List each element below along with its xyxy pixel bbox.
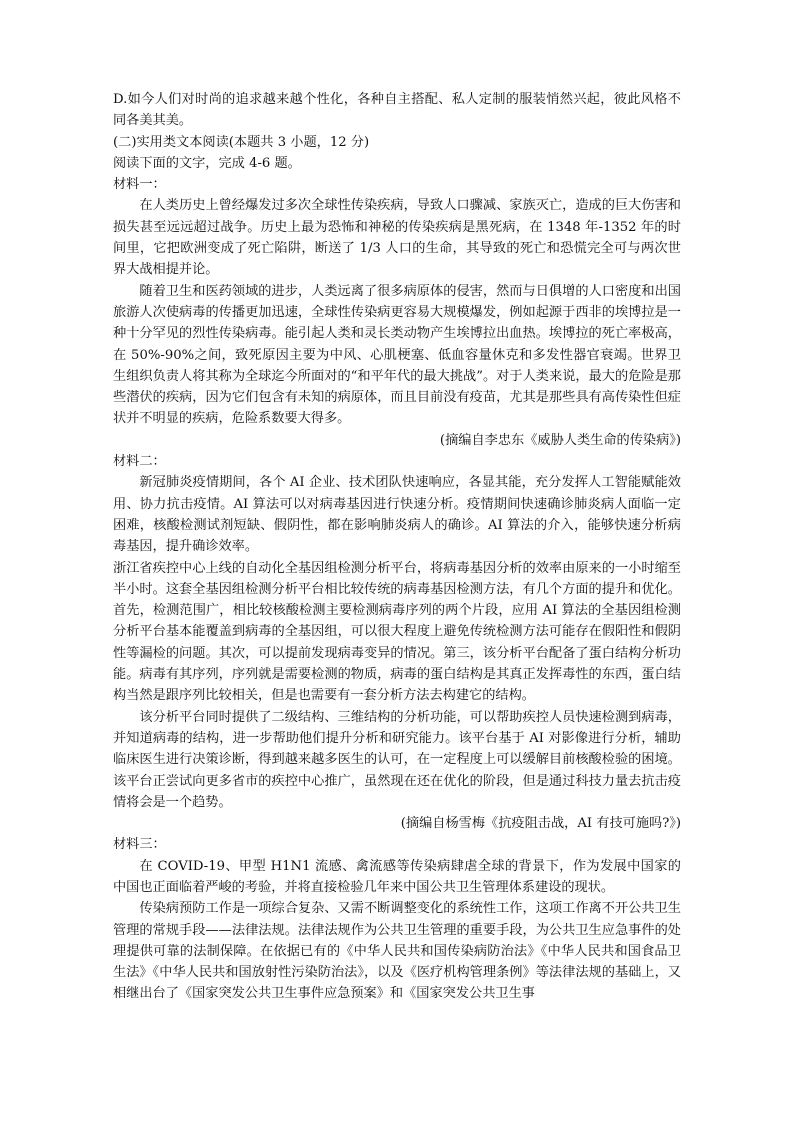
material-1-paragraph-2: 随着卫生和医药领域的进步，人类远离了很多病原体的侵害，然而与日俱增的人口密度和出国旅游人次使病毒的传播更加迅速，全球性传染病更容易大规模爆发，例如起源于西非的埃博拉是一种十分罕见的烈性传染病毒。能引起人类和灵长类动物产生埃博拉出血热。埃博拉的死亡率极高，在 50%-90%之间，致死原因主要为中风、心肌梗塞、低血容量休克和多发性器官衰竭。世界卫生组织负责人将其称为全球迄今所面对的“和平年代的最大挑战”。对于人类来说，最大的危险是那些潜伏的疾病，因为它们包含有未知的病原体，而且目前没有疫苗，尤其是那些具有高传染性但症状并不明显的疾病，危险系数要大得多。 <box>113 283 681 427</box>
material-1-paragraph-1: 在人类历史上曾经爆发过多次全球性传染疾病，导致人口骤减、家族灭亡，造成的巨大伤害和损失甚至远远超过战争。历史上最为恐怖和神秘的传染疾病是黑死病，在 1348 年-1352 年的时间里，它把欧洲变成了死亡陷阱，断送了 1/3 人口的生命，其导致的死亡和恐慌完全可与两次世界大战相提并论。 <box>113 198 681 278</box>
material-3-paragraph-2: 传染病预防工作是一项综合复杂、又需不断调整变化的系统性工作，这项工作离不开公共卫生管理的常规手段——法律法规。法律法规作为公共卫生管理的重要手段，为公共卫生应急事件的处理提供可靠的法制保障。在依据已有的《中华人民共和国传染病防治法》《中华人民共和国食品卫生法》《中华人民共和国放射性污染防治法》，以及《医疗机构管理条例》等法律法规的基础上，又相继出台了《国家突发公共卫生事件应急预案》和《国家突发公共卫生事 <box>113 901 681 1002</box>
document-page <box>113 89 681 1005</box>
material-3-paragraph-1: 在 COVID-19、甲型 H1N1 流感、禽流感等传染病肆虐全球的背景下，作为发展中国家的中国也正面临着严峻的考验，并将直接检验几年来中国公共卫生管理体系建设的现状。 <box>113 858 681 895</box>
option-d: D.如今人们对时尚的追求越来越个性化，各种自主搭配、私人定制的服装悄然兴起，彼此风格不同各美其美。 <box>113 92 681 129</box>
material-2-heading: 材料二： <box>113 454 166 470</box>
material-1-heading: 材料一： <box>113 177 166 193</box>
material-1-source: (摘编自李忠东《威胁人类生命的传染病》) <box>439 432 681 448</box>
material-3-heading: 材料三： <box>113 837 166 853</box>
material-2-paragraph-3: 该分析平台同时提供了二级结构、三维结构的分析功能，可以帮助疾控人员快速检测到病毒，并知道病毒的结构，进一步帮助他们提升分析和研究能力。该平台基于 AI 对影像进行分析，辅助临床医生进行决策诊断，得到越来越多医生的认可，在一定程度上可以缓解目前核酸检验的困境。该平台正尝试向更多省市的疾控中心推广，虽然现在还在优化的阶段，但是通过科技力量去抗击疫情将会是一个趋势。 <box>113 709 681 810</box>
material-2-paragraph-2: 浙江省疾控中心上线的自动化全基因组检测分析平台，将病毒基因分析的效率由原来的一小时缩至半小时。这套全基因组检测分析平台相比较传统的病毒基因检测方法，有几个方面的提升和优化。首先，检测范围广，相比较核酸检测主要检测病毒序列的两个片段，应用 AI 算法的全基因组检测分析平台基本能覆盖到病毒的全基因组，可以很大程度上避免传统检测方法可能存在假阳性和假阴性等漏检的问题。其次，可以提前发现病毒变异的情况。第三，该分析平台配备了蛋白结构分析功能。病毒有其序列，序列就是需要检测的物质，病毒的蛋白结构是其真正发挥毒性的东西，蛋白结构当然是跟序列比较相关，但是也需要有一套分析方法去构建它的结构。 <box>113 560 681 704</box>
instruction: 阅读下面的文字，完成 4-6 题。 <box>113 155 301 171</box>
material-2-paragraph-1: 新冠肺炎疫情期间，各个 AI 企业、技术团队快速响应，各显其能，充分发挥人工智能赋能效用、协力抗击疫情。AI 算法可以对病毒基因进行快速分析。疫情期间快速确诊肺炎病人面临一定困难，核酸检测试剂短缺、假阴性，都在影响肺炎病人的确诊。AI 算法的介入，能够快速分析病毒基因，提升确诊效率。 <box>113 475 681 555</box>
section-title: (二)实用类文本阅读(本题共 3 小题，12 分) <box>113 134 370 150</box>
material-2-source: (摘编自杨雪梅《抗疫阻击战，AI 有技可施吗?》) <box>400 816 681 832</box>
